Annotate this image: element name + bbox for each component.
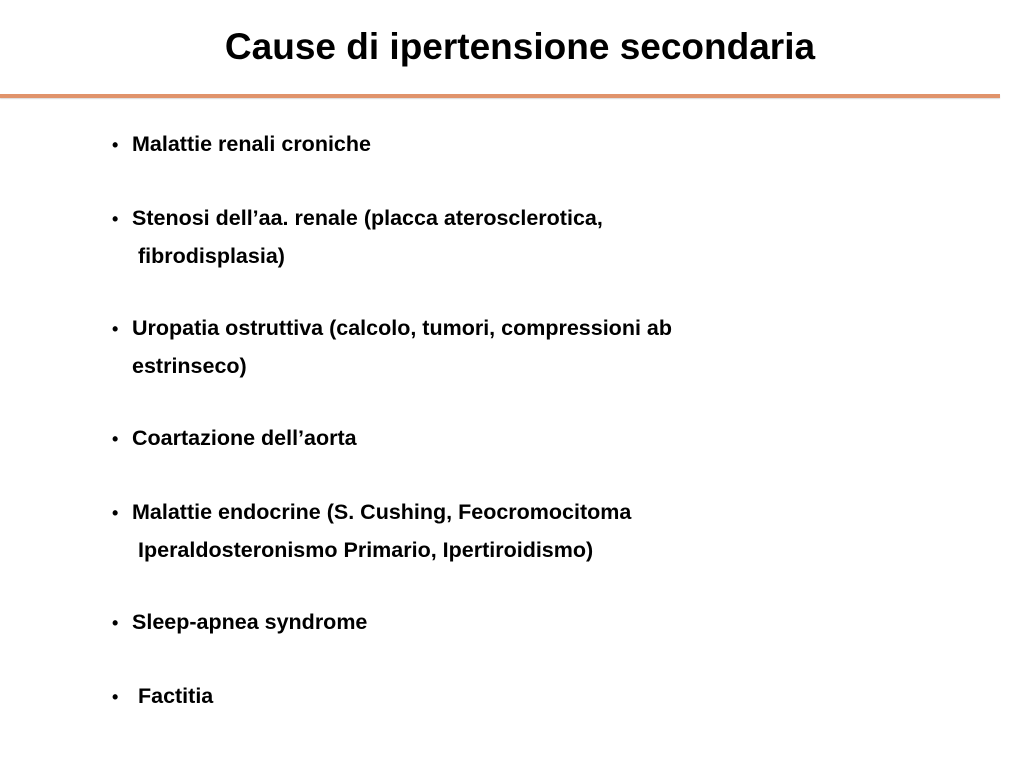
bullet-icon: • bbox=[112, 209, 119, 229]
bullet-text: Sleep-apnea syndrome bbox=[132, 610, 368, 634]
bullet-item bbox=[112, 200, 603, 275]
bullet-item bbox=[112, 126, 371, 164]
bullet-icon: • bbox=[112, 319, 119, 339]
bullet-item bbox=[112, 310, 672, 385]
bullet-text: Malattie renali croniche bbox=[132, 132, 371, 156]
bullet-text: Factitia bbox=[132, 684, 214, 708]
bullet-text: Coartazione dell’aorta bbox=[132, 426, 357, 450]
bullet-text: Malattie endocrine (S. Cushing, Feocromocitoma bbox=[132, 500, 632, 524]
bullet-text: Stenosi dell’aa. renale (placca aterosclerotica, bbox=[132, 206, 603, 230]
bullet-item bbox=[112, 678, 213, 716]
bullet-icon: • bbox=[112, 687, 119, 707]
bullet-text-continuation: Iperaldosteronismo Primario, Ipertiroidismo) bbox=[138, 538, 594, 562]
bullet-text: Uropatia ostruttiva (calcolo, tumori, compressioni ab bbox=[132, 316, 672, 340]
bullet-icon: • bbox=[112, 613, 119, 633]
bullet-icon: • bbox=[112, 429, 119, 449]
title-divider bbox=[0, 94, 1000, 98]
bullet-icon: • bbox=[112, 135, 119, 155]
bullet-item bbox=[112, 420, 357, 458]
bullet-text-continuation: estrinseco) bbox=[132, 354, 247, 378]
slide-title: Cause di ipertensione secondaria bbox=[224, 26, 816, 67]
bullet-item bbox=[112, 604, 367, 642]
bullet-item bbox=[112, 494, 631, 569]
bullet-icon: • bbox=[112, 503, 119, 523]
bullet-text-continuation: fibrodisplasia) bbox=[138, 244, 285, 268]
